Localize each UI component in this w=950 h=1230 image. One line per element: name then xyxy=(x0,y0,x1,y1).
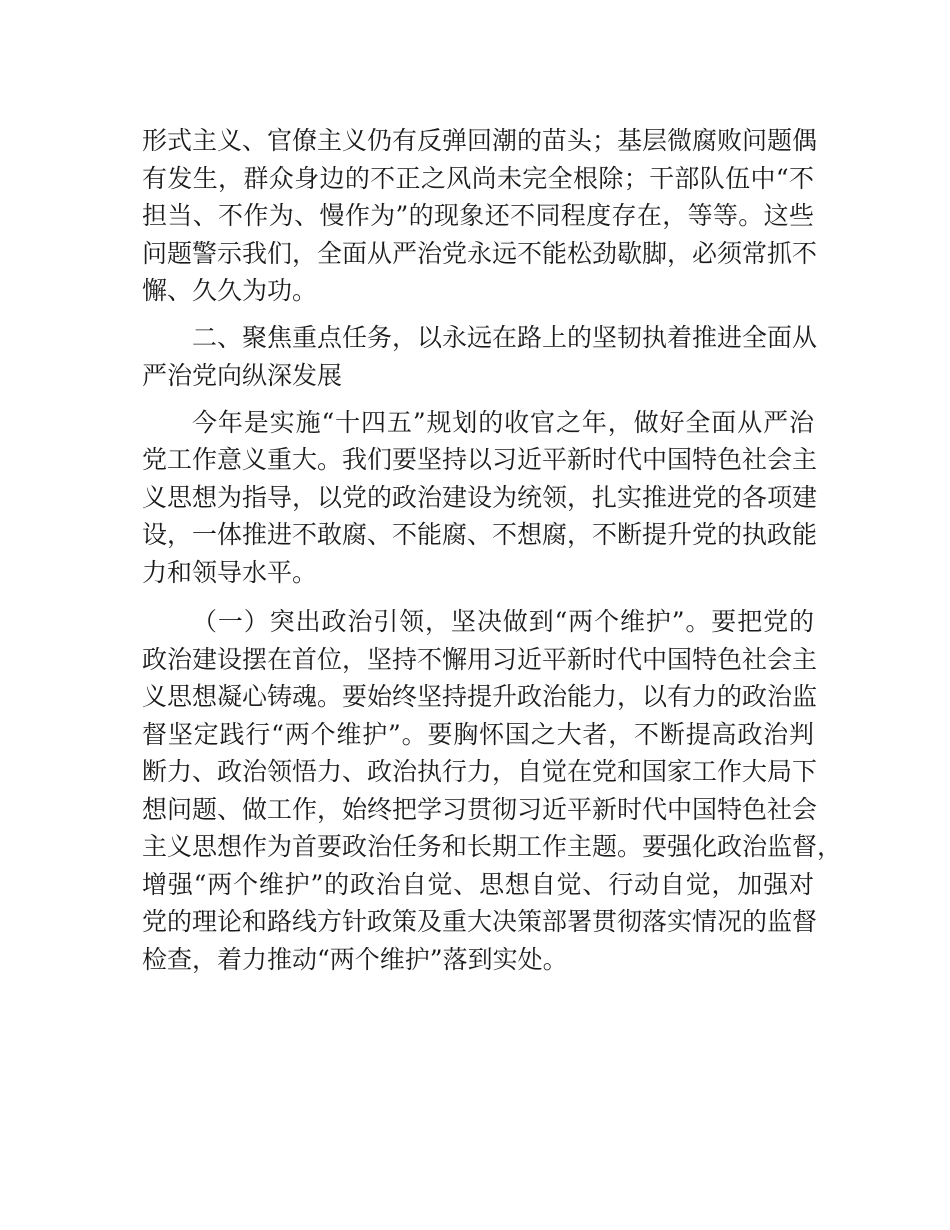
text-line: 严治党向纵深发展 xyxy=(142,360,343,390)
document-body xyxy=(142,122,843,978)
text-line: 政治建设摆在首位，坚持不懈用习近平新时代中国特色社会主 xyxy=(142,644,818,674)
text-line: 增强“两个维护”的政治自觉、思想自觉、行动自觉，加强对 xyxy=(142,869,814,899)
text-line: 有发生，群众身边的不正之风尚未完全根除；干部队伍中“不 xyxy=(142,163,814,193)
text-line: 断力、政治领悟力、政治执行力，自觉在党和国家工作大局下 xyxy=(142,757,818,786)
text-line: 督坚定践行“两个维护”。要胸怀国之大者，不断提高政治判 xyxy=(142,719,814,749)
text-line: 想问题、做工作，始终把学习贯彻习近平新时代中国特色社会 xyxy=(142,794,818,824)
text-line: 义思想为指导，以党的政治建设为统领，扎实推进党的各项建 xyxy=(142,482,818,512)
text-line: 党工作意义重大。我们要坚持以习近平新时代中国特色社会主 xyxy=(142,445,818,474)
text-line: 力和领导水平。 xyxy=(142,557,318,587)
section-heading xyxy=(142,319,818,394)
text-line: （一）突出政治引领，坚决做到“两个维护”。要把党的 xyxy=(192,607,814,636)
paragraph-political-leadership xyxy=(142,603,843,978)
text-line: 二、聚焦重点任务，以永远在路上的坚韧执着推进全面从 xyxy=(192,323,818,352)
text-line: 主义思想作为首要政治任务和长期工作主题。要强化政治监督， xyxy=(142,832,843,861)
text-line: 检查，着力推动“两个维护”落到实处。 xyxy=(142,944,568,974)
text-line: 今年是实施“十四五”规划的收官之年，做好全面从严治 xyxy=(192,407,814,437)
text-line: 党的理论和路线方针政策及重大决策部署贯彻落实情况的监督 xyxy=(142,907,818,936)
text-line: 问题警示我们，全面从严治党永远不能松劲歇脚，必须常抓不 xyxy=(142,238,818,268)
text-line: 懈、久久为功。 xyxy=(142,276,318,305)
text-line: 担当、不作为、慢作为”的现象还不同程度存在，等等。这些 xyxy=(142,201,814,230)
text-line: 义思想凝心铸魂。要始终坚持提升政治能力，以有力的政治监 xyxy=(142,682,818,711)
text-line: 设，一体推进不敢腐、不能腐、不想腐，不断提升党的执政能 xyxy=(142,520,818,549)
paragraph-intro xyxy=(142,404,818,592)
paragraph-problems xyxy=(142,122,818,310)
text-line: 形式主义、官僚主义仍有反弹回潮的苗头；基层微腐败问题偶 xyxy=(142,126,818,155)
